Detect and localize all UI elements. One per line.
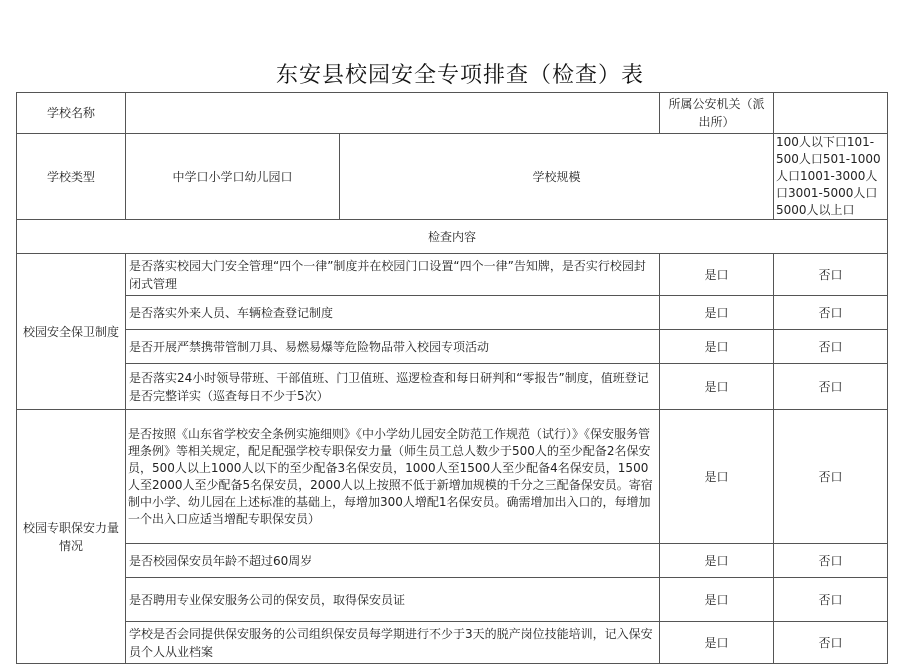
check-item: 学校是否会同提供保安服务的公司组织保安员每学期进行不少于3天的脱产岗位技能培训，记入保安员个人从业档案: [126, 622, 660, 664]
police-station-field[interactable]: [774, 93, 888, 134]
yes-checkbox[interactable]: 是口: [660, 622, 774, 664]
section-name: 校园安全保卫制度: [17, 254, 126, 410]
yes-checkbox[interactable]: 是口: [660, 330, 774, 364]
yes-checkbox[interactable]: 是口: [660, 296, 774, 330]
no-checkbox[interactable]: 否口: [774, 296, 888, 330]
school-scale-options[interactable]: 100人以下口101-500人口501-1000人口1001-3000人口3001-5000人口5000人以上口: [774, 134, 888, 220]
check-item: 是否开展严禁携带管制刀具、易燃易爆等危险物品带入校园专项活动: [126, 330, 660, 364]
content-header: 检查内容: [17, 220, 888, 254]
check-item: 是否按照《山东省学校安全条例实施细则》《中小学幼儿园安全防范工作规范（试行）》《保安服务管理条例》等相关规定，配足配强学校专职保安力量（师生员工总人数少于500人的至少配备2名保安员，500人以上1000人以下的至少配备3名保安员，1000人至1500人至少配备4名保安员，1500人至2000人至少配备5名保安员，2000人以上按照不低于新增加规模的千分之三配备保安员。寄宿制中小学、幼儿园在上述标准的基础上，每增加300人增配1名保安员。确需增加出入口的，每增加一个出入口应适当增配专职保安员）: [126, 410, 660, 544]
no-checkbox[interactable]: 否口: [774, 544, 888, 578]
check-item: 是否聘用专业保安服务公司的保安员，取得保安员证: [126, 578, 660, 622]
police-station-label: 所属公安机关（派出所）: [660, 93, 774, 134]
yes-checkbox[interactable]: 是口: [660, 544, 774, 578]
check-item: 是否落实校园大门安全管理“四个一律”制度并在校园门口设置“四个一律”告知牌，是否实行校园封闭式管理: [126, 254, 660, 296]
no-checkbox[interactable]: 否口: [774, 622, 888, 664]
no-checkbox[interactable]: 否口: [774, 364, 888, 410]
inspection-table: [16, 92, 888, 664]
school-name-field[interactable]: [126, 93, 660, 134]
no-checkbox[interactable]: 否口: [774, 578, 888, 622]
no-checkbox[interactable]: 否口: [774, 410, 888, 544]
check-item: 是否校园保安员年龄不超过60周岁: [126, 544, 660, 578]
yes-checkbox[interactable]: 是口: [660, 364, 774, 410]
no-checkbox[interactable]: 否口: [774, 254, 888, 296]
school-type-label: 学校类型: [17, 134, 126, 220]
page-title: 东安县校园安全专项排查（检查）表: [275, 63, 644, 88]
yes-checkbox[interactable]: 是口: [660, 410, 774, 544]
check-item: 是否落实24小时领导带班、干部值班、门卫值班、巡逻检查和每日研判和“零报告”制度，值班登记是否完整详实（巡查每日不少于5次）: [126, 364, 660, 410]
check-item: 是否落实外来人员、车辆检查登记制度: [126, 296, 660, 330]
school-name-label: 学校名称: [17, 93, 126, 134]
school-type-options[interactable]: 中学口小学口幼儿园口: [126, 134, 340, 220]
yes-checkbox[interactable]: 是口: [660, 578, 774, 622]
yes-checkbox[interactable]: 是口: [660, 254, 774, 296]
school-scale-label: 学校规模: [340, 134, 774, 220]
section-name: 校园专职保安力量情况: [17, 410, 126, 664]
no-checkbox[interactable]: 否口: [774, 330, 888, 364]
